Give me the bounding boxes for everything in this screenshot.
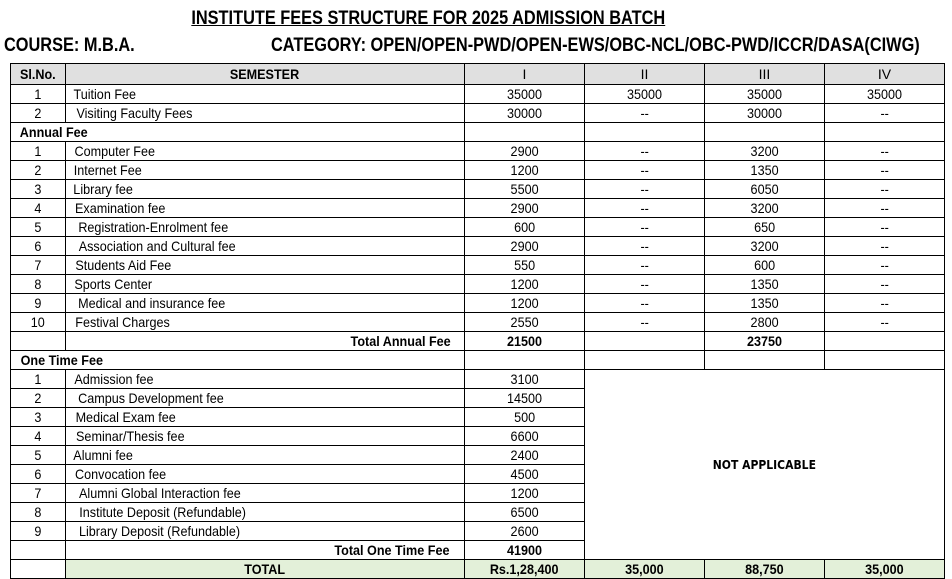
serial-number: 7 <box>11 256 66 275</box>
serial-number: 4 <box>11 199 66 218</box>
fee-name: Alumni Global Interaction fee <box>66 484 465 503</box>
sem-4-value: -- <box>825 218 945 237</box>
empty-cell <box>11 541 66 560</box>
sem-4-value: 35000 <box>825 85 945 104</box>
total-annual-sem-3: 23750 <box>705 332 825 351</box>
fee-name: Computer Fee <box>66 142 465 161</box>
header-sem-4: IV <box>825 64 945 85</box>
header-slno: Sl.No. <box>11 64 66 85</box>
fee-name: Library fee <box>66 180 465 199</box>
serial-number: 1 <box>11 85 66 104</box>
table-row <box>11 237 945 256</box>
sem-1-value: 600 <box>465 218 585 237</box>
grand-total-sem-2: 35,000 <box>585 560 705 579</box>
sem-2-value: -- <box>585 256 705 275</box>
empty-cell <box>11 332 66 351</box>
total-annual-sem-1: 21500 <box>465 332 585 351</box>
sem-1-value: 1200 <box>465 275 585 294</box>
table-header-row <box>11 64 945 85</box>
sem-3-value: 1350 <box>705 294 825 313</box>
fees-table <box>10 63 945 579</box>
sem-1-value: 1200 <box>465 294 585 313</box>
table-row <box>11 180 945 199</box>
header-sem-1: I <box>465 64 585 85</box>
sem-1-value: 2600 <box>465 522 585 541</box>
fee-name: Medical and insurance fee <box>66 294 465 313</box>
sem-4-value: -- <box>825 180 945 199</box>
sem-1-value: 500 <box>465 408 585 427</box>
empty-cell <box>825 123 945 142</box>
sem-3-value: 3200 <box>705 142 825 161</box>
table-row <box>11 313 945 332</box>
sem-2-value: -- <box>585 275 705 294</box>
table-row <box>11 199 945 218</box>
serial-number: 8 <box>11 503 66 522</box>
grand-total-label: TOTAL <box>66 560 465 579</box>
annual-fee-section-label: Annual Fee <box>11 123 465 142</box>
category-label: CATEGORY: OPEN/OPEN-PWD/OPEN-EWS/OBC-NCL/OBC-PWD/ICCR/DASA(CIWG) <box>271 35 920 56</box>
sem-3-value: 6050 <box>705 180 825 199</box>
grand-total-sem-1: Rs.1,28,400 <box>465 560 585 579</box>
sem-3-value: 1350 <box>705 161 825 180</box>
empty-cell <box>585 351 705 370</box>
sem-1-value: 1200 <box>465 161 585 180</box>
sem-1-value: 2400 <box>465 446 585 465</box>
sem-1-value: 2900 <box>465 237 585 256</box>
not-applicable-cell: NOT APPLICABLE <box>585 370 945 560</box>
serial-number: 2 <box>11 161 66 180</box>
grand-total-sem-3: 88,750 <box>705 560 825 579</box>
fee-name: Festival Charges <box>66 313 465 332</box>
fee-name: Students Aid Fee <box>66 256 465 275</box>
serial-number: 1 <box>11 370 66 389</box>
sem-4-value: -- <box>825 161 945 180</box>
sem-4-value: -- <box>825 104 945 123</box>
table-row <box>11 161 945 180</box>
sem-1-value: 550 <box>465 256 585 275</box>
sem-3-value: 1350 <box>705 275 825 294</box>
sem-1-value: 4500 <box>465 465 585 484</box>
sem-4-value: -- <box>825 199 945 218</box>
fee-name: Convocation fee <box>66 465 465 484</box>
fee-name: Visiting Faculty Fees <box>66 104 465 123</box>
serial-number: 5 <box>11 218 66 237</box>
sem-3-value: 35000 <box>705 85 825 104</box>
serial-number: 9 <box>11 294 66 313</box>
sem-1-value: 35000 <box>465 85 585 104</box>
annual-fee-section <box>11 123 945 142</box>
fee-name: Examination fee <box>66 199 465 218</box>
fee-name: Alumni fee <box>66 446 465 465</box>
empty-cell <box>825 351 945 370</box>
empty-cell <box>825 332 945 351</box>
table-row <box>11 218 945 237</box>
sem-1-value: 30000 <box>465 104 585 123</box>
sem-4-value: -- <box>825 294 945 313</box>
empty-cell <box>465 351 585 370</box>
fee-name: Institute Deposit (Refundable) <box>66 503 465 522</box>
serial-number: 6 <box>11 465 66 484</box>
fee-name: Library Deposit (Refundable) <box>66 522 465 541</box>
serial-number: 3 <box>11 180 66 199</box>
sem-2-value: -- <box>585 199 705 218</box>
fee-name: Internet Fee <box>66 161 465 180</box>
sem-2-value: 35000 <box>585 85 705 104</box>
serial-number: 10 <box>11 313 66 332</box>
serial-number: 1 <box>11 142 66 161</box>
sem-1-value: 3100 <box>465 370 585 389</box>
sem-1-value: 2900 <box>465 199 585 218</box>
sem-1-value: 6500 <box>465 503 585 522</box>
empty-cell <box>585 123 705 142</box>
serial-number: 2 <box>11 104 66 123</box>
grand-total-sem-4: 35,000 <box>825 560 945 579</box>
sem-2-value: -- <box>585 104 705 123</box>
serial-number: 7 <box>11 484 66 503</box>
empty-cell <box>585 332 705 351</box>
fee-name: Registration-Enrolment fee <box>66 218 465 237</box>
empty-cell <box>465 123 585 142</box>
fee-name: Seminar/Thesis fee <box>66 427 465 446</box>
sem-3-value: 2800 <box>705 313 825 332</box>
sem-3-value: 650 <box>705 218 825 237</box>
fee-name: Association and Cultural fee <box>66 237 465 256</box>
sem-1-value: 2550 <box>465 313 585 332</box>
total-annual-row <box>11 332 945 351</box>
header-semester: SEMESTER <box>66 64 465 85</box>
sem-4-value: -- <box>825 275 945 294</box>
sem-2-value: -- <box>585 180 705 199</box>
sem-4-value: -- <box>825 237 945 256</box>
table-row <box>11 294 945 313</box>
course-label: COURSE: M.B.A. <box>4 35 135 56</box>
empty-cell <box>705 351 825 370</box>
table-row <box>11 104 945 123</box>
sem-1-value: 1200 <box>465 484 585 503</box>
sem-3-value: 3200 <box>705 199 825 218</box>
sem-1-value: 14500 <box>465 389 585 408</box>
sem-3-value: 30000 <box>705 104 825 123</box>
grand-total-row <box>11 560 945 579</box>
sem-2-value: -- <box>585 161 705 180</box>
sem-2-value: -- <box>585 142 705 161</box>
fee-name: Tuition Fee <box>66 85 465 104</box>
empty-cell <box>11 560 66 579</box>
sem-3-value: 600 <box>705 256 825 275</box>
serial-number: 2 <box>11 389 66 408</box>
header-sem-2: II <box>585 64 705 85</box>
total-one-time-sem-1: 41900 <box>465 541 585 560</box>
serial-number: 5 <box>11 446 66 465</box>
empty-cell <box>705 123 825 142</box>
sem-2-value: -- <box>585 237 705 256</box>
fee-name: Campus Development fee <box>66 389 465 408</box>
one-time-fee-section-label: One Time Fee <box>11 351 465 370</box>
header-sem-3: III <box>705 64 825 85</box>
sem-4-value: -- <box>825 142 945 161</box>
table-row <box>11 85 945 104</box>
serial-number: 8 <box>11 275 66 294</box>
table-row <box>11 275 945 294</box>
sem-1-value: 5500 <box>465 180 585 199</box>
serial-number: 6 <box>11 237 66 256</box>
sem-2-value: -- <box>585 218 705 237</box>
table-row <box>11 370 945 389</box>
fee-name: Medical Exam fee <box>66 408 465 427</box>
sem-2-value: -- <box>585 294 705 313</box>
total-one-time-label: Total One Time Fee <box>66 541 465 560</box>
serial-number: 3 <box>11 408 66 427</box>
fee-name: Admission fee <box>66 370 465 389</box>
sem-4-value: -- <box>825 313 945 332</box>
document-title: INSTITUTE FEES STRUCTURE FOR 2025 ADMISSION BATCH <box>191 8 666 29</box>
table-row <box>11 256 945 275</box>
sem-1-value: 6600 <box>465 427 585 446</box>
sem-2-value: -- <box>585 313 705 332</box>
one-time-fee-section <box>11 351 945 370</box>
sem-4-value: -- <box>825 256 945 275</box>
sem-3-value: 3200 <box>705 237 825 256</box>
serial-number: 4 <box>11 427 66 446</box>
sem-1-value: 2900 <box>465 142 585 161</box>
total-annual-label: Total Annual Fee <box>66 332 465 351</box>
serial-number: 9 <box>11 522 66 541</box>
table-row <box>11 142 945 161</box>
fee-name: Sports Center <box>66 275 465 294</box>
